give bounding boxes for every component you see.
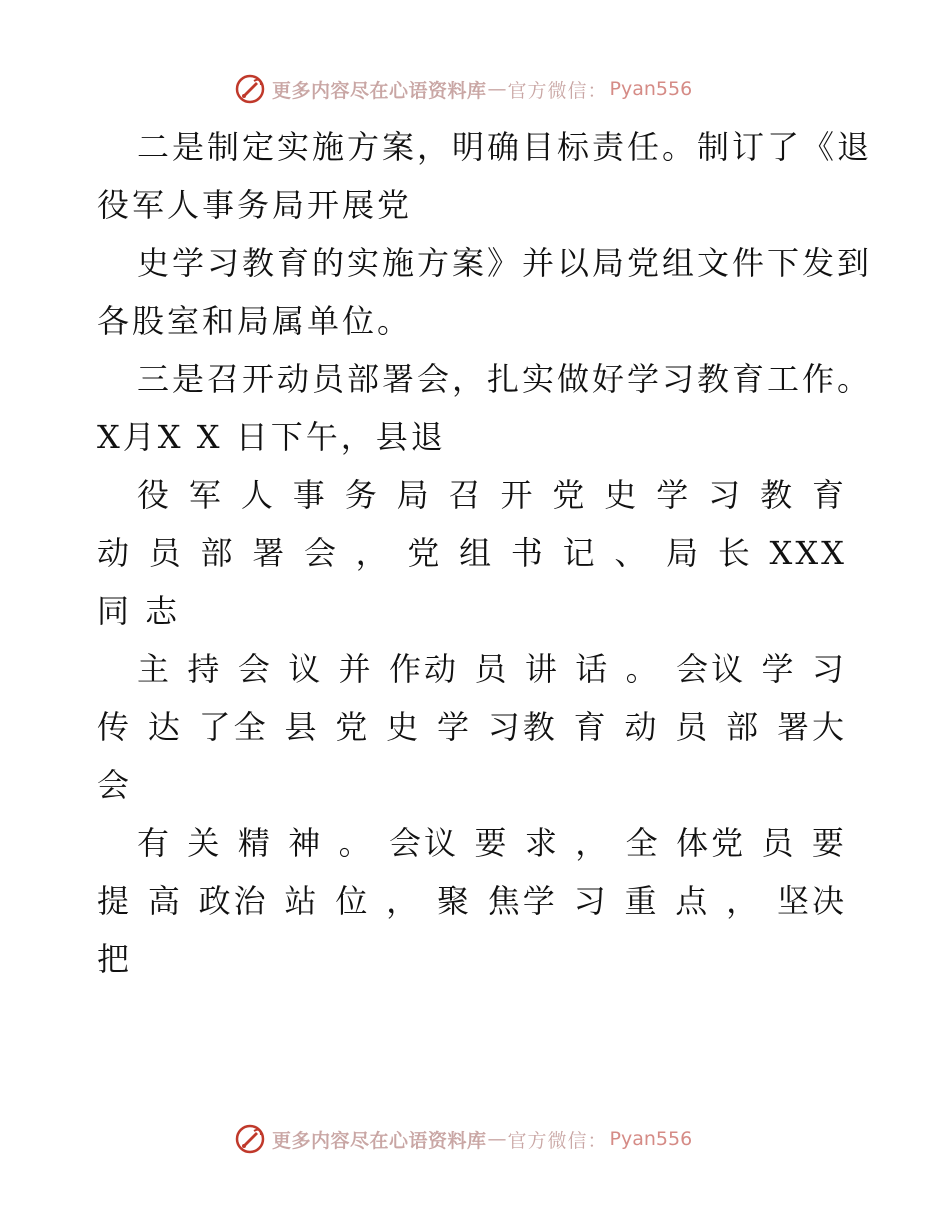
paragraph-line: X月X X 日下午，县退 bbox=[97, 418, 446, 456]
text-token: 作动 bbox=[389, 650, 460, 688]
text-token: 要 bbox=[474, 824, 510, 862]
text-token: 记 bbox=[562, 534, 598, 572]
text-token: 习教 bbox=[487, 708, 558, 746]
text-token: 事 bbox=[292, 476, 328, 514]
text-token: 习 bbox=[573, 882, 609, 920]
text-token: 召 bbox=[448, 476, 484, 514]
paragraph-line-justified bbox=[97, 814, 847, 872]
text-token: 局 bbox=[396, 476, 432, 514]
text-token: 高 bbox=[147, 882, 183, 920]
text-token: 部 bbox=[726, 708, 762, 746]
text-token: 主 bbox=[137, 650, 173, 688]
text-token: 会议 bbox=[676, 650, 747, 688]
text-token: 局 bbox=[666, 534, 702, 572]
text-token: 点 bbox=[675, 882, 711, 920]
watermark-wechat-label: 官方微信： bbox=[507, 1129, 608, 1152]
paragraph-line-justified bbox=[97, 466, 847, 524]
text-token: 聚 bbox=[436, 882, 472, 920]
text-token: 会 bbox=[303, 534, 339, 572]
text-token: 县 bbox=[284, 708, 320, 746]
text-token: 重 bbox=[624, 882, 660, 920]
paragraph-line-justified bbox=[97, 698, 847, 756]
footer-watermark bbox=[234, 1122, 692, 1156]
text-token: 署大 bbox=[776, 708, 847, 746]
text-token: 育 bbox=[811, 476, 847, 514]
text-token: 军 bbox=[188, 476, 224, 514]
text-token: 动 bbox=[97, 534, 133, 572]
text-token: 署 bbox=[252, 534, 288, 572]
text-token: 政治 bbox=[198, 882, 269, 920]
text-token: 要 bbox=[811, 824, 847, 862]
paragraph-line-justified bbox=[97, 872, 847, 930]
watermark-title: 更多内容尽在心语资料库 bbox=[272, 1129, 487, 1152]
text-token: ， bbox=[575, 824, 611, 862]
text-token: ， bbox=[355, 534, 391, 572]
text-token: 动 bbox=[624, 708, 660, 746]
text-token: 并 bbox=[338, 650, 374, 688]
paragraph-line: 各股室和局属单位。 bbox=[97, 302, 413, 340]
text-token: 站 bbox=[284, 882, 320, 920]
text-token: 党 bbox=[407, 534, 443, 572]
text-token: 组 bbox=[459, 534, 495, 572]
text-token: 育 bbox=[573, 708, 609, 746]
paragraph-line: 役军人事务局开展党 bbox=[97, 186, 413, 224]
text-token: 传 bbox=[97, 708, 133, 746]
text-token: 务 bbox=[344, 476, 380, 514]
text-token: 体党 bbox=[676, 824, 747, 862]
text-token: 有 bbox=[137, 824, 173, 862]
text-token: 、 bbox=[614, 534, 650, 572]
text-token: 学 bbox=[656, 476, 692, 514]
text-token: 学 bbox=[436, 708, 472, 746]
watermark-title: 更多内容尽在心语资料库 bbox=[272, 79, 487, 102]
paragraph-line: 会 bbox=[97, 766, 133, 804]
text-token: 长 bbox=[717, 534, 753, 572]
text-token: 话 bbox=[575, 650, 611, 688]
text-token: 精 bbox=[237, 824, 273, 862]
text-token: 议 bbox=[288, 650, 324, 688]
text-token: 役 bbox=[137, 476, 173, 514]
watermark-wechat-label: 官方微信： bbox=[507, 79, 608, 102]
watermark-wechat-id: Pyan556 bbox=[609, 78, 693, 100]
text-token: 全 bbox=[625, 824, 661, 862]
paragraph-line-justified bbox=[97, 640, 847, 698]
text-token: 提 bbox=[97, 882, 133, 920]
text-token: 开 bbox=[500, 476, 536, 514]
paragraph-line: 史学习教育的实施方案》并以局党组文件下发到 bbox=[137, 244, 873, 282]
paragraph-line: 二是制定实施方案，明确目标责任。制订了《退 bbox=[137, 128, 873, 166]
watermark-wechat-id: Pyan556 bbox=[609, 1128, 693, 1150]
text-token: 位 bbox=[335, 882, 371, 920]
text-token: 人 bbox=[240, 476, 276, 514]
text-token: 求 bbox=[524, 824, 560, 862]
text-token: 讲 bbox=[524, 650, 560, 688]
text-token: 员 bbox=[148, 534, 184, 572]
paragraph-line: 把 bbox=[97, 940, 133, 978]
text-token: 坚决 bbox=[776, 882, 847, 920]
text-token: 党 bbox=[335, 708, 371, 746]
quill-logo-icon bbox=[234, 73, 266, 105]
text-token: 持 bbox=[187, 650, 223, 688]
watermark-dash: — bbox=[487, 1128, 507, 1150]
text-token: 会议 bbox=[389, 824, 460, 862]
text-token: 员 bbox=[761, 824, 797, 862]
text-token: 史 bbox=[604, 476, 640, 514]
text-token: 会 bbox=[237, 650, 273, 688]
text-token: XXX bbox=[769, 534, 847, 572]
quill-logo-icon bbox=[234, 1123, 266, 1155]
text-token: 教 bbox=[760, 476, 796, 514]
paragraph-line-justified bbox=[97, 524, 847, 582]
text-token: 员 bbox=[675, 708, 711, 746]
text-token: 学 bbox=[761, 650, 797, 688]
text-token: 。 bbox=[625, 650, 661, 688]
paragraph-line: 三是召开动员部署会，扎实做好学习教育工作。 bbox=[137, 360, 873, 398]
text-token: 书 bbox=[510, 534, 546, 572]
text-token: 习 bbox=[811, 650, 847, 688]
text-token: 关 bbox=[187, 824, 223, 862]
watermark-dash: — bbox=[487, 78, 507, 100]
text-token: 神 bbox=[288, 824, 324, 862]
header-watermark bbox=[234, 72, 692, 106]
paragraph-line: 同 志 bbox=[97, 592, 181, 630]
text-token: ， bbox=[726, 882, 762, 920]
text-token: 党 bbox=[552, 476, 588, 514]
text-token: 习 bbox=[708, 476, 744, 514]
text-token: ， bbox=[386, 882, 422, 920]
text-token: 。 bbox=[338, 824, 374, 862]
text-token: 了全 bbox=[198, 708, 269, 746]
text-token: 史 bbox=[386, 708, 422, 746]
document-body bbox=[97, 118, 873, 988]
text-token: 焦学 bbox=[487, 882, 558, 920]
text-token: 达 bbox=[147, 708, 183, 746]
text-token: 员 bbox=[474, 650, 510, 688]
text-token: 部 bbox=[200, 534, 236, 572]
